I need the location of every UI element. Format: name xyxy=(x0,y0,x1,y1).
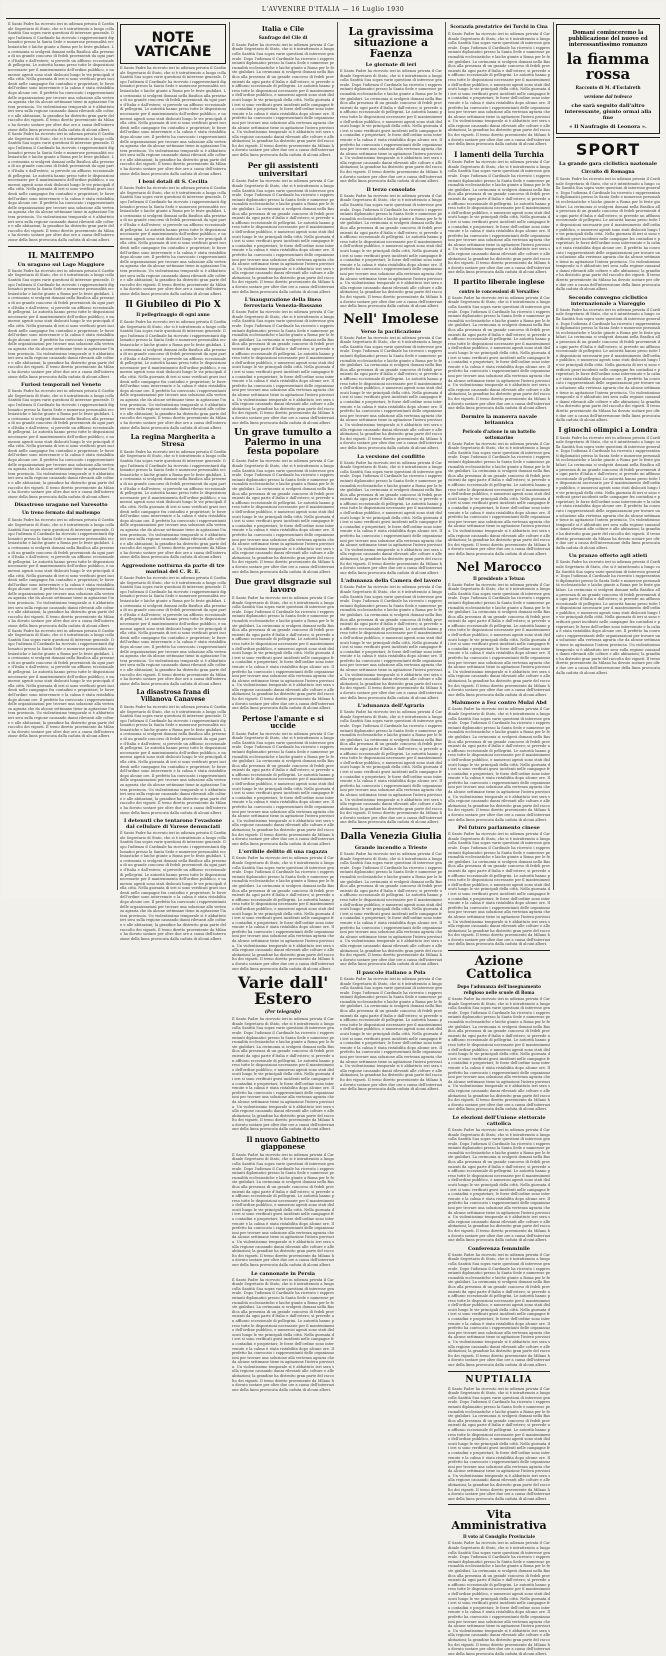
article-body: Il Santo Padre ha ricevuto ieri in udienza privata il Cardinale Segretario di Stato, che si è intrattenuto a lungo colla Santità Sua sopra varie questioni di interesse generale. Dopo l'udienza il Cardinale ha ricevuto i rappresentanti diplomatici presso la Santa Sede e numerose personalità ecclesiastiche e laiche giunte a Roma per le feste giubilari. La cerimonia si svolgerà domani nella Basilica alla presenza di un grande concorso di fedeli provenienti da ogni parte d'Italia e dall'estero; si prevede un afflusso eccezionale di pellegrini. Le autorità hanno preso tutte le disposizioni necessarie per il mantenimento dell'ordine pubblico, e numerosi agenti sono stati dislocati lungo le vie principali della città. Nella giornata di ieri si sono verificati gravi incidenti nelle campagne fra contadini e proprietari; le forze dell'ordine sono intervenute e la calma è stata ristabilita dopo alcune ore. Il prefetto ha convocato i rappresentanti delle organizzazioni per trovare una soluzione alla vertenza agraria che da alcune settimane tiene in agitazione l'intera provincia. Un violentissimo temporale si è abbattuto ieri sera sulla regione causando danni rilevanti alle colture e alle abitazioni; la grandine ha distrutto gran parte del raccolto dei vigneti. Il treno diretto proveniente da Milano ha dovuto sostare per oltre due ore a causa dell'interruzione della linea provocata dalla caduta di alcuni alberi. xyxy=(8,268,114,379)
novel-announcement-box xyxy=(556,24,660,134)
article-body: Il Santo Padre ha ricevuto ieri in udienza privata il Cardinale Segretario di Stato, che si è intrattenuto a lungo colla Santità Sua sopra varie questioni di interesse generale. Dopo l'udienza il Cardinale ha ricevuto i rappresentanti diplomatici presso la Santa Sede e numerose personalità ecclesiastiche e laiche giunte a Roma per le feste giubilari. La cerimonia si svolgerà domani nella Basilica alla presenza di un grande concorso di fedeli provenienti da ogni parte d'Italia e dall'estero; si prevede un afflusso eccezionale di pellegrini. Le autorità hanno preso tutte le disposizioni necessarie per il mantenimento dell'ordine pubblico, e numerosi agenti sono stati dislocati lungo le vie principali della città. Nella giornata di ieri si sono verificati gravi incidenti nelle campagne fra contadini e proprietari; le forze dell'ordine sono intervenute e la calma è stata ristabilita dopo alcune ore. Il prefetto ha convocato i rappresentanti delle organizzazioni per trovare una soluzione alla vertenza agraria che da alcune settimane tiene in agitazione l'intera provincia. Un violentissimo temporale si è abbattuto ieri sera sulla regione causando danni rilevanti alle colture e alle abitazioni; la grandine ha distrutto gran parte del raccolto dei vigneti. Il treno diretto proveniente da Milano ha dovuto sostare per oltre due ore a causa dell'interruzione della linea provocata dalla caduta di alcuni alberi. xyxy=(556,435,660,550)
article-body: Il Santo Padre ha ricevuto ieri in udienza privata il Cardinale Segretario di Stato, che si è intrattenuto a lungo colla Santità Sua sopra varie questioni di interesse generale. Dopo l'udienza il Cardinale ha ricevuto i rappresentanti diplomatici presso la Santa Sede e numerose personalità ecclesiastiche e laiche giunte a Roma per le feste giubilari. La cerimonia si svolgerà domani nella Basilica alla presenza di un grande concorso di fedeli provenienti da ogni parte d'Italia e dall'estero; si prevede un afflusso eccezionale di pellegrini. Le autorità hanno preso tutte le disposizioni necessarie per il mantenimento dell'ordine pubblico, e numerosi agenti sono stati dislocati lungo le vie principali della città. Nella giornata di ieri si sono verificati gravi incidenti nelle campagne fra contadini e proprietari; le forze dell'ordine sono intervenute e la calma è stata ristabilita dopo alcune ore. Il prefetto ha convocato i rappresentanti delle organizzazioni per trovare una soluzione alla vertenza agraria che da alcune settimane tiene in agitazione l'intera provincia. Un violentissimo temporale si è abbattuto ieri sera sulla regione causando danni rilevanti alle colture e alle abitazioni; la grandine ha distrutto gran parte del raccolto dei vigneti. Il treno diretto proveniente da Milano ha dovuto sostare per oltre due ore a causa dell'interruzione della linea provocata dalla caduta di alcuni alberi. xyxy=(232,1277,334,1392)
section-divider xyxy=(448,1371,550,1372)
article-headline: Per gli assistenti universitari xyxy=(247,160,319,178)
article-headline: Nel Marocco xyxy=(456,559,542,574)
article-subheadline: Il presidente a Tetuan xyxy=(473,575,525,581)
article-body: Il Santo Padre ha ricevuto ieri in udienza privata il Cardinale Segretario di Stato, che si è intrattenuto a lungo colla Santità Sua sopra varie questioni di interesse generale. Dopo l'udienza il Cardinale ha ricevuto i rappresentanti diplomatici presso la Santa Sede e numerose personalità ecclesiastiche e laiche giunte a Roma per le feste giubilari. La cerimonia si svolgerà domani nella Basilica alla presenza di un grande concorso di fedeli provenienti da ogni parte d'Italia e dall'estero; si prevede un afflusso eccezionale di pellegrini. Le autorità hanno preso tutte le disposizioni necessarie per il mantenimento dell'ordine pubblico, e numerosi agenti sono stati dislocati lungo le vie principali della città. Nella giornata di ieri si sono verificati gravi incidenti nelle campagne fra contadini e proprietari; le forze dell'ordine sono intervenute e la calma è stata ristabilita dopo alcune ore. Il prefetto ha convocato i rappresentanti delle organizzazioni per trovare una soluzione alla vertenza agraria che da alcune settimane tiene in agitazione l'intera provincia. Un violentissimo temporale si è abbattuto ieri sera sulla regione causando danni rilevanti alle colture e alle abitazioni; la grandine ha distrutto gran parte del raccolto dei vigneti. Il treno diretto proveniente da Milano ha dovuto sostare per oltre due ore a causa dell'interruzione della linea provocata dalla caduta di alcuni alberi. xyxy=(448,1541,550,1656)
article-headline: I lamenti della Turchia xyxy=(454,149,544,159)
section-title: SPORT xyxy=(575,140,641,159)
article-headline: La regina Margherita a Stresa xyxy=(130,433,216,448)
article-subheadline: (Per telegrafo) xyxy=(264,1010,302,1016)
article-body: Il Santo Padre ha ricevuto ieri in udienza privata il Cardinale Segretario di Stato, che si è intrattenuto a lungo colla Santità Sua sopra varie questioni di interesse generale. Dopo l'udienza il Cardinale ha ricevuto i rappresentanti diplomatici presso la Santa Sede e numerose personalità ecclesiastiche e laiche giunte a Roma per le feste giubilari. La cerimonia si svolgerà domani nella Basilica alla presenza di un grande concorso di fedeli provenienti da ogni parte d'Italia e dall'estero; si prevede un afflusso eccezionale di pellegrini. Le autorità hanno preso tutte le disposizioni necessarie per il mantenimento dell'ordine pubblico, e numerosi agenti sono stati dislocati lungo le vie principali della città. Nella giornata di ieri si sono verificati gravi incidenti nelle campagne fra contadini e proprietari; le forze dell'ordine sono intervenute e la calma è stata ristabilita dopo alcune ore. Il prefetto ha convocato i rappresentanti delle organizzazioni per trovare una soluzione alla vertenza agraria che da alcune settimane tiene in agitazione l'intera provincia. Un violentissimo temporale si è abbattuto ieri sera sulla regione causando danni rilevanti alle colture e alle abitazioni; la grandine ha distrutto gran parte del raccolto dei vigneti. Il treno diretto proveniente da Milano ha dovuto sostare per oltre due ore a causa dell'interruzione della linea provocata dalla caduta di alcuni alberi. xyxy=(556,177,660,292)
article-subheadline: Il terzo consolato xyxy=(366,186,416,193)
article-subheadline: contro le concessioni di Versailles xyxy=(459,288,539,294)
column-4 xyxy=(340,22,442,1092)
novel-version: versione dal tedesco xyxy=(584,94,632,99)
article-body: Il Santo Padre ha ricevuto ieri in udienza privata il Cardinale Segretario di Stato, che si è intrattenuto a lungo colla Santità Sua sopra varie questioni di interesse generale. Dopo l'udienza il Cardinale ha ricevuto i rappresentanti diplomatici presso la Santa Sede e numerose personalità ecclesiastiche e laiche giunte a Roma per le feste giubilari. La cerimonia si svolgerà domani nella Basilica alla presenza di un grande concorso di fedeli provenienti da ogni parte d'Italia e dall'estero; si prevede un afflusso eccezionale di pellegrini. Le autorità hanno preso tutte le disposizioni necessarie per il mantenimento dell'ordine pubblico, e numerosi agenti sono stati dislocati lungo le vie principali della città. Nella giornata di ieri si sono verificati gravi incidenti nelle campagne fra contadini e proprietari; le forze dell'ordine sono intervenute e la calma è stata ristabilita dopo alcune ore. Il prefetto ha convocato i rappresentanti delle organizzazioni per trovare una soluzione alla vertenza agraria che da alcune settimane tiene in agitazione l'intera provincia. Un violentissimo temporale si è abbattuto ieri sera sulla regione causando danni rilevanti alle colture e alle abitazioni; la grandine ha distrutto gran parte del raccolto dei vigneti. Il treno diretto proveniente da Milano ha dovuto sostare per oltre due ore a causa dell'interruzione della linea provocata dalla caduta di alcuni alberi. xyxy=(232,1017,334,1132)
article-body: Il Santo Padre ha ricevuto ieri in udienza privata il Cardinale Segretario di Stato, che si è intrattenuto a lungo colla Santità Sua sopra varie questioni di interesse generale. Dopo l'udienza il Cardinale ha ricevuto i rappresentanti diplomatici presso la Santa Sede e numerose personalità ecclesiastiche e laiche giunte a Roma per le feste giubilari. La cerimonia si svolgerà domani nella Basilica alla presenza di un grande concorso di fedeli provenienti da ogni parte d'Italia e dall'estero; si prevede un afflusso eccezionale di pellegrini. Le autorità hanno preso tutte le disposizioni necessarie per il mantenimento dell'ordine pubblico, e numerosi agenti sono stati dislocati lungo le vie principali della città. Nella giornata di ieri si sono verificati gravi incidenti nelle campagne fra contadini e proprietari; le forze dell'ordine sono intervenute e la calma è stata ristabilita dopo alcune ore. Il prefetto ha convocato i rappresentanti delle organizzazioni per trovare una soluzione alla vertenza agraria che da alcune settimane tiene in agitazione l'intera provincia. Un violentissimo temporale si è abbattuto ieri sera sulla regione causando danni rilevanti alle colture e alle abitazioni; la grandine ha distrutto gran parte del raccolto dei vigneti. Il treno diretto proveniente da Milano ha dovuto sostare per oltre due ore a causa dell'interruzione della linea provocata dalla caduta di alcuni alberi. xyxy=(8,518,114,629)
header-rule xyxy=(6,18,660,19)
article-headline: Nell' Imolese xyxy=(343,311,439,327)
article-headline: Il Giubileo di Pio X xyxy=(125,299,221,310)
article-headline: Malumore a Fez contro Mulai Abd xyxy=(451,700,547,707)
article-headline: Il partito liberale inglese xyxy=(453,278,545,287)
article-subheadline: Il voto al Consiglio Provinciale xyxy=(463,1534,535,1540)
article-body: Il Santo Padre ha ricevuto ieri in udienza privata il Cardinale Segretario di Stato, che si è intrattenuto a lungo colla Santità Sua sopra varie questioni di interesse generale. Dopo l'udienza il Cardinale ha ricevuto i rappresentanti diplomatici presso la Santa Sede e numerose personalità ecclesiastiche e laiche giunte a Roma per le feste giubilari. La cerimonia si svolgerà domani nella Basilica alla presenza di un grande concorso di fedeli provenienti da ogni parte d'Italia e dall'estero; si prevede un afflusso eccezionale di pellegrini. Le autorità hanno preso tutte le disposizioni necessarie per il mantenimento dell'ordine pubblico, e numerosi agenti sono stati dislocati lungo le vie principali della città. Nella giornata di ieri si sono verificati gravi incidenti nelle campagne fra contadini e proprietari; le forze dell'ordine sono intervenute e la calma è stata ristabilita dopo alcune ore. Il prefetto ha convocato i rappresentanti delle organizzazioni per trovare una soluzione alla vertenza agraria che da alcune settimane tiene in agitazione l'intera provincia. Un violentissimo temporale si è abbattuto ieri sera sulla regione causando danni rilevanti alle colture e alle abitazioni; la grandine ha distrutto gran parte del raccolto dei vigneti. Il treno diretto proveniente da Milano ha dovuto sostare per oltre due ore a causa dell'interruzione della linea provocata dalla caduta di alcuni alberi. xyxy=(340,976,442,1092)
article-body: Il Santo Padre ha ricevuto ieri in udienza privata il Cardinale Segretario di Stato, che si è intrattenuto a lungo colla Santità Sua sopra varie questioni di interesse generale. Dopo l'udienza il Cardinale ha ricevuto i rappresentanti diplomatici presso la Santa Sede e numerose personalità ecclesiastiche e laiche giunte a Roma per le feste giubilari. La cerimonia si svolgerà domani nella Basilica alla presenza di un grande concorso di fedeli provenienti da ogni parte d'Italia e dall'estero; si prevede un afflusso eccezionale di pellegrini. Le autorità hanno preso tutte le disposizioni necessarie per il mantenimento dell'ordine pubblico, e numerosi agenti sono stati dislocati lungo le vie principali della città. Nella giornata di ieri si sono verificati gravi incidenti nelle campagne fra contadini e proprietari; le forze dell'ordine sono intervenute e la calma è stata ristabilita dopo alcune ore. Il prefetto ha convocato i rappresentanti delle organizzazioni per trovare una soluzione alla vertenza agraria che da alcune settimane tiene in agitazione l'intera provincia. Un violentissimo temporale si è abbattuto ieri sera sulla regione causando danni rilevanti alle colture e alle abitazioni; la grandine ha distrutto gran parte del raccolto dei vigneti. Il treno diretto proveniente da Milano ha dovuto sostare per oltre due ore a causa dell'interruzione della linea provocata dalla caduta di alcuni alberi. xyxy=(232,1152,334,1267)
column-1 xyxy=(8,22,114,892)
article-body: Il Santo Padre ha ricevuto ieri in udienza privata il Cardinale Segretario di Stato, che si è intrattenuto a lungo colla Santità Sua sopra varie questioni di interesse generale. Dopo l'udienza il Cardinale ha ricevuto i rappresentanti diplomatici presso la Santa Sede e numerose personalità ecclesiastiche e laiche giunte a Roma per le feste giubilari. La cerimonia si svolgerà domani nella Basilica alla presenza di un grande concorso di fedeli provenienti da ogni parte d'Italia e dall'estero; si prevede un afflusso eccezionale di pellegrini. Le autorità hanno preso tutte le disposizioni necessarie per il mantenimento dell'ordine pubblico, e numerosi agenti sono stati dislocati lungo le vie principali della città. Nella giornata di ieri si sono verificati gravi incidenti nelle campagne fra contadini e proprietari; le forze dell'ordine sono intervenute e la calma è stata ristabilita dopo alcune ore. Il prefetto ha convocato i rappresentanti delle organizzazioni per trovare una soluzione alla vertenza agraria che da alcune settimane tiene in agitazione l'intera provincia. Un violentissimo temporale si è abbattuto ieri sera sulla regione causando danni rilevanti alle colture e alle abitazioni; la grandine ha distrutto gran parte del raccolto dei vigneti. Il treno diretto proveniente da Milano ha dovuto sostare per oltre due ore a causa dell'interruzione della linea provocata dalla caduta di alcuni alberi. xyxy=(448,707,550,822)
announcement-text: Domani cominceremo la pubblicazione del nuovo ed interessantissimo romanzo xyxy=(568,30,648,48)
article-headline: Disastroso uragano nel Varesotto xyxy=(14,502,108,509)
headline-box xyxy=(120,24,226,64)
article-headline: Pel futuro parlamento cinese xyxy=(458,825,540,832)
article-body: Il Santo Padre ha ricevuto ieri in udienza privata il Cardinale Segretario di Stato, che si è intrattenuto a lungo colla Santità Sua sopra varie questioni di interesse generale. Dopo l'udienza il Cardinale ha ricevuto i rappresentanti diplomatici presso la Santa Sede e numerose personalità ecclesiastiche e laiche giunte a Roma per le feste giubilari. La cerimonia si svolgerà domani nella Basilica alla presenza di un grande concorso di fedeli provenienti da ogni parte d'Italia e dall'estero; si prevede un afflusso eccezionale di pellegrini. Le autorità hanno preso tutte le disposizioni necessarie per il mantenimento dell'ordine pubblico, e numerosi agenti sono stati dislocati lungo le vie principali della città. Nella giornata di ieri si sono verificati gravi incidenti nelle campagne fra contadini e proprietari; le forze dell'ordine sono intervenute e la calma è stata ristabilita dopo alcune ore. Il prefetto ha convocato i rappresentanti delle organizzazioni per trovare una soluzione alla vertenza agraria che da alcune settimane tiene in agitazione l'intera provincia. Un violentissimo temporale si è abbattuto ieri sera sulla regione causando danni rilevanti alle colture e alle abitazioni; la grandine ha distrutto gran parte del raccolto dei vigneti. Il treno diretto proveniente da Milano ha dovuto sostare per oltre due ore a causa dell'interruzione della linea provocata dalla caduta di alcuni alberi. xyxy=(340,710,442,825)
column-rule xyxy=(117,22,118,890)
article-body: Il Santo Padre ha ricevuto ieri in udienza privata il Cardinale Segretario di Stato, che si è intrattenuto a lungo colla Santità Sua sopra varie questioni di interesse generale. Dopo l'udienza il Cardinale ha ricevuto i rappresentanti diplomatici presso la Santa Sede e numerose personalità ecclesiastiche e laiche giunte a Roma per le feste giubilari. La cerimonia si svolgerà domani nella Basilica alla presenza di un grande concorso di fedeli provenienti da ogni parte d'Italia e dall'estero; si prevede un afflusso eccezionale di pellegrini. Le autorità hanno preso tutte le disposizioni necessarie per il mantenimento dell'ordine pubblico, e numerosi agenti sono stati dislocati lungo le vie principali della città. Nella giornata di ieri si sono verificati gravi incidenti nelle campagne fra contadini e proprietari; le forze dell'ordine sono intervenute e la calma è stata ristabilita dopo alcune ore. Il prefetto ha convocato i rappresentanti delle organizzazioni per trovare una soluzione alla vertenza agraria che da alcune settimane tiene in agitazione l'intera provincia. Un violentissimo temporale si è abbattuto ieri sera sulla regione causando danni rilevanti alle colture e alle abitazioni; la grandine ha distrutto gran parte del raccolto dei vigneti. Il treno diretto proveniente da Milano ha dovuto sostare per oltre due ore a causa dell'interruzione della linea provocata dalla caduta di alcuni alberi. xyxy=(448,997,550,1112)
article-body: Il Santo Padre ha ricevuto ieri in udienza privata il Cardinale Segretario di Stato, che si è intrattenuto a lungo colla Santità Sua sopra varie questioni di interesse generale. Dopo l'udienza il Cardinale ha ricevuto i rappresentanti diplomatici presso la Santa Sede e numerose personalità ecclesiastiche e laiche giunte a Roma per le feste giubilari. La cerimonia si svolgerà domani nella Basilica alla presenza di un grande concorso di fedeli provenienti da ogni parte d'Italia e dall'estero; si prevede un afflusso eccezionale di pellegrini. Le autorità hanno preso tutte le disposizioni necessarie per il mantenimento dell'ordine pubblico, e numerosi agenti sono stati dislocati lungo le vie principali della città. Nella giornata di ieri si sono verificati gravi incidenti nelle campagne fra contadini e proprietari; le forze dell'ordine sono intervenute e la calma è stata ristabilita dopo alcune ore. Il prefetto ha convocato i rappresentanti delle organizzazioni per trovare una soluzione alla vertenza agraria che da alcune settimane tiene in agitazione l'intera provincia. Un violentissimo temporale si è abbattuto ieri sera sulla regione causando danni rilevanti alle colture e alle abitazioni; la grandine ha distrutto gran parte del raccolto dei vigneti. Il treno diretto proveniente da Milano ha dovuto sostare per oltre due ore a causa dell'interruzione della linea provocata dalla caduta di alcuni alberi. xyxy=(120,319,226,430)
article-body: Il Santo Padre ha ricevuto ieri in udienza privata il Cardinale Segretario di Stato, che si è intrattenuto a lungo colla Santità Sua sopra varie questioni di interesse generale. Dopo l'udienza il Cardinale ha ricevuto i rappresentanti diplomatici presso la Santa Sede e numerose personalità ecclesiastiche e laiche giunte a Roma per le feste giubilari. La cerimonia si svolgerà domani nella Basilica alla presenza di un grande concorso di fedeli provenienti da ogni parte d'Italia e dall'estero; si prevede un afflusso eccezionale di pellegrini. Le autorità hanno preso tutte le disposizioni necessarie per il mantenimento dell'ordine pubblico, e numerosi agenti sono stati dislocati lungo le vie principali della città. Nella giornata di ieri si sono verificati gravi incidenti nelle campagne fra contadini e proprietari; le forze dell'ordine sono intervenute e la calma è stata ristabilita dopo alcune ore. Il prefetto ha convocato i rappresentanti delle organizzazioni per trovare una soluzione alla vertenza agraria che da alcune settimane tiene in agitazione l'intera provincia. Un violentissimo temporale si è abbattuto ieri sera sulla regione causando danni rilevanti alle colture e alle abitazioni; la grandine ha distrutto gran parte del raccolto dei vigneti. Il treno diretto proveniente da Milano ha dovuto sostare per oltre due ore a causa dell'interruzione della linea provocata dalla caduta di alcuni alberi. xyxy=(448,1386,550,1501)
article-headline: I giuochi olimpici a Londra xyxy=(558,425,658,434)
article-headline: Pertose l'amante e si uccide xyxy=(242,713,324,731)
article-body: Il Santo Padre ha ricevuto ieri in udienza privata il Cardinale Segretario di Stato, che si è intrattenuto a lungo colla Santità Sua sopra varie questioni di interesse generale. Dopo l'udienza il Cardinale ha ricevuto i rappresentanti diplomatici presso la Santa Sede e numerose personalità ecclesiastiche e laiche giunte a Roma per le feste giubilari. La cerimonia si svolgerà domani nella Basilica alla presenza di un grande concorso di fedeli provenienti da ogni parte d'Italia e dall'estero; si prevede un afflusso eccezionale di pellegrini. Le autorità hanno preso tutte le disposizioni necessarie per il mantenimento dell'ordine pubblico, e numerosi agenti sono stati dislocati lungo le vie principali della città. Nella giornata di ieri si sono verificati gravi incidenti nelle campagne fra contadini e proprietari; le forze dell'ordine sono intervenute e la calma è stata ristabilita dopo alcune ore. Il prefetto ha convocato i rappresentanti delle organizzazioni per trovare una soluzione alla vertenza agraria che da alcune settimane tiene in agitazione l'intera provincia. Un violentissimo temporale si è abbattuto ieri sera sulla regione causando danni rilevanti alle colture e alle abitazioni; la grandine ha distrutto gran parte del raccolto dei vigneti. Il treno diretto proveniente da Milano ha dovuto sostare per oltre due ore a causa dell'interruzione della linea provocata dalla caduta di alcuni alberi. xyxy=(120,186,226,296)
article-body: Il Santo Padre ha ricevuto ieri in udienza privata il Cardinale Segretario di Stato, che si è intrattenuto a lungo colla Santità Sua sopra varie questioni di interesse generale. Dopo l'udienza il Cardinale ha ricevuto i rappresentanti diplomatici presso la Santa Sede e numerose personalità ecclesiastiche e laiche giunte a Roma per le feste giubilari. La cerimonia si svolgerà domani nella Basilica alla presenza di un grande concorso di fedeli provenienti da ogni parte d'Italia e dall'estero; si prevede un afflusso eccezionale di pellegrini. Le autorità hanno preso tutte le disposizioni necessarie per il mantenimento dell'ordine pubblico, e numerosi agenti sono stati dislocati lungo le vie principali della città. Nella giornata di ieri si sono verificati gravi incidenti nelle campagne fra contadini e proprietari; le forze dell'ordine sono intervenute e la calma è stata ristabilita dopo alcune ore. Il prefetto ha convocato i rappresentanti delle organizzazioni per trovare una soluzione alla vertenza agraria che da alcune settimane tiene in agitazione l'intera provincia. Un violentissimo temporale si è abbattuto ieri sera sulla regione causando danni rilevanti alle colture e alle abitazioni; la grandine ha distrutto gran parte del raccolto dei vigneti. Il treno diretto proveniente da Milano ha dovuto sostare per oltre due ore a causa dell'interruzione della linea provocata dalla caduta di alcuni alberi. xyxy=(556,307,660,423)
article-headline: La disastrosa frana di Villanova Canavese xyxy=(136,689,210,703)
article-body: Il Santo Padre ha ricevuto ieri in udienza privata il Cardinale Segretario di Stato, che si è intrattenuto a lungo colla Santità Sua sopra varie questioni di interesse generale. Dopo l'udienza il Cardinale ha ricevuto i rappresentanti diplomatici presso la Santa Sede e numerose personalità ecclesiastiche e laiche giunte a Roma per le feste giubilari. La cerimonia si svolgerà domani nella Basilica alla presenza di un grande concorso di fedeli provenienti da ogni parte d'Italia e dall'estero; si prevede un afflusso eccezionale di pellegrini. Le autorità hanno preso tutte le disposizioni necessarie per il mantenimento dell'ordine pubblico, e numerosi agenti sono stati dislocati lungo le vie principali della città. Nella giornata di ieri si sono verificati gravi incidenti nelle campagne fra contadini e proprietari; le forze dell'ordine sono intervenute e la calma è stata ristabilita dopo alcune ore. Il prefetto ha convocato i rappresentanti delle organizzazioni per trovare una soluzione alla vertenza agraria che da alcune settimane tiene in agitazione l'intera provincia. Un violentissimo temporale si è abbattuto ieri sera sulla regione causando danni rilevanti alle colture e alle abitazioni; la grandine ha distrutto gran parte del raccolto dei vigneti. Il treno diretto proveniente da Milano ha dovuto sostare per oltre due ore a causa dell'interruzione della linea provocata dalla caduta di alcuni alberi. xyxy=(340,852,442,967)
column-rule xyxy=(229,22,230,890)
article-body: Il Santo Padre ha ricevuto ieri in udienza privata il Cardinale Segretario di Stato, che si è intrattenuto a lungo colla Santità Sua sopra varie questioni di interesse generale. Dopo l'udienza il Cardinale ha ricevuto i rappresentanti diplomatici presso la Santa Sede e numerose personalità ecclesiastiche e laiche giunte a Roma per le feste giubilari. La cerimonia si svolgerà domani nella Basilica alla presenza di un grande concorso di fedeli provenienti da ogni parte d'Italia e dall'estero; si prevede un afflusso eccezionale di pellegrini. Le autorità hanno preso tutte le disposizioni necessarie per il mantenimento dell'ordine pubblico, e numerosi agenti sono stati dislocati lungo le vie principali della città. Nella giornata di ieri si sono verificati gravi incidenti nelle campagne fra contadini e proprietari; le forze dell'ordine sono intervenute e la calma è stata ristabilita dopo alcune ore. Il prefetto ha convocato i rappresentanti delle organizzazioni per trovare una soluzione alla vertenza agraria che da alcune settimane tiene in agitazione l'intera provincia. Un violentissimo temporale si è abbattuto ieri sera sulla regione causando danni rilevanti alle colture e alle abitazioni; la grandine ha distrutto gran parte del raccolto dei vigneti. Il treno diretto proveniente da Milano ha dovuto sostare per oltre due ore a causa dell'interruzione della linea provocata dalla caduta di alcuni alberi. xyxy=(120,66,226,176)
article-body: Il Santo Padre ha ricevuto ieri in udienza privata il Cardinale Segretario di Stato, che si è intrattenuto a lungo colla Santità Sua sopra varie questioni di interesse generale. Dopo l'udienza il Cardinale ha ricevuto i rappresentanti diplomatici presso la Santa Sede e numerose personalità ecclesiastiche e laiche giunte a Roma per le feste giubilari. La cerimonia si svolgerà domani nella Basilica alla presenza di un grande concorso di fedeli provenienti da ogni parte d'Italia e dall'estero; si prevede un afflusso eccezionale di pellegrini. Le autorità hanno preso tutte le disposizioni necessarie per il mantenimento dell'ordine pubblico, e numerosi agenti sono stati dislocati lungo le vie principali della città. Nella giornata di ieri si sono verificati gravi incidenti nelle campagne fra contadini e proprietari; le forze dell'ordine sono intervenute e la calma è stata ristabilita dopo alcune ore. Il prefetto ha convocato i rappresentanti delle organizzazioni per trovare una soluzione alla vertenza agraria che da alcune settimane tiene in agitazione l'intera provincia. Un violentissimo temporale si è abbattuto ieri sera sulla regione causando danni rilevanti alle colture e alle abitazioni; la grandine ha distrutto gran parte del raccolto dei vigneti. Il treno diretto proveniente da Milano ha dovuto sostare per oltre due ore a causa dell'interruzione della linea provocata dalla caduta di alcuni alberi. xyxy=(448,32,550,147)
section-divider xyxy=(448,950,550,951)
article-body: Il Santo Padre ha ricevuto ieri in udienza privata il Cardinale Segretario di Stato, che si è intrattenuto a lungo colla Santità Sua sopra varie questioni di interesse generale. Dopo l'udienza il Cardinale ha ricevuto i rappresentanti diplomatici presso la Santa Sede e numerose personalità ecclesiastiche e laiche giunte a Roma per le feste giubilari. La cerimonia si svolgerà domani nella Basilica alla presenza di un grande concorso di fedeli provenienti da ogni parte d'Italia e dall'estero; si prevede un afflusso eccezionale di pellegrini. Le autorità hanno preso tutte le disposizioni necessarie per il mantenimento dell'ordine pubblico, e numerosi agenti sono stati dislocati lungo le vie principali della città. Nella giornata di ieri si sono verificati gravi incidenti nelle campagne fra contadini e proprietari; le forze dell'ordine sono intervenute e la calma è stata ristabilita dopo alcune ore. Il prefetto ha convocato i rappresentanti delle organizzazioni per trovare una soluzione alla vertenza agraria che da alcune settimane tiene in agitazione l'intera provincia. Un violentissimo temporale si è abbattuto ieri sera sulla regione causando danni rilevanti alle colture e alle abitazioni; la grandine ha distrutto gran parte del raccolto dei vigneti. Il treno diretto proveniente da Milano ha dovuto sostare per oltre due ore a causa dell'interruzione della linea provocata dalla caduta di alcuni alberi. xyxy=(448,1127,550,1243)
article-subheadline: Il pellegrinaggio di ogni anno xyxy=(136,312,210,318)
article-subheadline: Pericolo d'azione in un battello sottomarino xyxy=(462,428,536,440)
section-divider xyxy=(556,137,660,138)
article-body: Il Santo Padre ha ricevuto ieri in udienza privata il Cardinale Segretario di Stato, che si è intrattenuto a lungo colla Santità Sua sopra varie questioni di interesse generale. Dopo l'udienza il Cardinale ha ricevuto i rappresentanti diplomatici presso la Santa Sede e numerose personalità ecclesiastiche e laiche giunte a Roma per le feste giubilari. La cerimonia si svolgerà domani nella Basilica alla presenza di un grande concorso di fedeli provenienti da ogni parte d'Italia e dall'estero; si prevede un afflusso eccezionale di pellegrini. Le autorità hanno preso tutte le disposizioni necessarie per il mantenimento dell'ordine pubblico, e numerosi agenti sono stati dislocati lungo le vie principali della città. Nella giornata di ieri si sono verificati gravi incidenti nelle campagne fra contadini e proprietari; le forze dell'ordine sono intervenute e la calma è stata ristabilita dopo alcune ore. Il prefetto ha convocato i rappresentanti delle organizzazioni per trovare una soluzione alla vertenza agraria che da alcune settimane tiene in agitazione l'intera provincia. Un violentissimo temporale si è abbattuto ieri sera sulla regione causando danni rilevanti alle colture e alle abitazioni; la grandine ha distrutto gran parte del raccolto dei vigneti. Il treno diretto proveniente da Milano ha dovuto sostare per oltre due ore a causa dell'interruzione della linea provocata dalla caduta di alcuni alberi. xyxy=(232,596,334,711)
article-body: Il Santo Padre ha ricevuto ieri in udienza privata il Cardinale Segretario di Stato, che si è intrattenuto a lungo colla Santità Sua sopra varie questioni di interesse generale. Dopo l'udienza il Cardinale ha ricevuto i rappresentanti diplomatici presso la Santa Sede e numerose personalità ecclesiastiche e laiche giunte a Roma per le feste giubilari. La cerimonia si svolgerà domani nella Basilica alla presenza di un grande concorso di fedeli provenienti da ogni parte d'Italia e dall'estero; si prevede un afflusso eccezionale di pellegrini. Le autorità hanno preso tutte le disposizioni necessarie per il mantenimento dell'ordine pubblico, e numerosi agenti sono stati dislocati lungo le vie principali della città. Nella giornata di ieri si sono verificati gravi incidenti nelle campagne fra contadini e proprietari; le forze dell'ordine sono intervenute e la calma è stata ristabilita dopo alcune ore. Il prefetto ha convocato i rappresentanti delle organizzazioni per trovare una soluzione alla vertenza agraria che da alcune settimane tiene in agitazione l'intera provincia. Un violentissimo temporale si è abbattuto ieri sera sulla regione causando danni rilevanti alle colture e alle abitazioni; la grandine ha distrutto gran parte del raccolto dei vigneti. Il treno diretto proveniente da Milano ha dovuto sostare per oltre due ore a causa dell'interruzione della linea provocata dalla caduta di alcuni alberi. xyxy=(340,460,442,575)
column-rule xyxy=(553,22,554,890)
article-subheadline: L'adunanza dell'Agraria xyxy=(357,703,425,710)
article-body: Il Santo Padre ha ricevuto ieri in udienza privata il Cardinale Segretario di Stato, che si è intrattenuto a lungo colla Santità Sua sopra varie questioni di interesse generale. Dopo l'udienza il Cardinale ha ricevuto i rappresentanti diplomatici presso la Santa Sede e numerose personalità ecclesiastiche e laiche giunte a Roma per le feste giubilari. La cerimonia si svolgerà domani nella Basilica alla presenza di un grande concorso di fedeli provenienti da ogni parte d'Italia e dall'estero; si prevede un afflusso eccezionale di pellegrini. Le autorità hanno preso tutte le disposizioni necessarie per il mantenimento dell'ordine pubblico, e numerosi agenti sono stati dislocati lungo le vie principali della città. Nella giornata di ieri si sono verificati gravi incidenti nelle campagne fra contadini e proprietari; le forze dell'ordine sono intervenute e la calma è stata ristabilita dopo alcune ore. Il prefetto ha convocato i rappresentanti delle organizzazioni per trovare una soluzione alla vertenza agraria che da alcune settimane tiene in agitazione l'intera provincia. Un violentissimo temporale si è abbattuto ieri sera sulla regione causando danni rilevanti alle colture e alle abitazioni; la grandine ha distrutto gran parte del raccolto dei vigneti. Il treno diretto proveniente da Milano ha dovuto sostare per oltre due ore a causa dell'interruzione della linea provocata dalla caduta di alcuni alberi. xyxy=(120,704,226,815)
article-body: Il Santo Padre ha ricevuto ieri in udienza privata il Cardinale Segretario di Stato, che si è intrattenuto a lungo colla Santità Sua sopra varie questioni di interesse generale. Dopo l'udienza il Cardinale ha ricevuto i rappresentanti diplomatici presso la Santa Sede e numerose personalità ecclesiastiche e laiche giunte a Roma per le feste giubilari. La cerimonia si svolgerà domani nella Basilica alla presenza di un grande concorso di fedeli provenienti da ogni parte d'Italia e dall'estero; si prevede un afflusso eccezionale di pellegrini. Le autorità hanno preso tutte le disposizioni necessarie per il mantenimento dell'ordine pubblico, e numerosi agenti sono stati dislocati lungo le vie principali della città. Nella giornata di ieri si sono verificati gravi incidenti nelle campagne fra contadini e proprietari; le forze dell'ordine sono intervenute e la calma è stata ristabilita dopo alcune ore. Il prefetto ha convocato i rappresentanti delle organizzazioni per trovare una soluzione alla vertenza agraria che da alcune settimane tiene in agitazione l'intera provincia. Un violentissimo temporale si è abbattuto ieri sera sulla regione causando danni rilevanti alle colture e alle abitazioni; la grandine ha distrutto gran parte del raccolto dei vigneti. Il treno diretto proveniente da Milano ha dovuto sostare per oltre due ore a causa dell'interruzione della linea provocata dalla caduta di alcuni alberi. xyxy=(8,22,114,132)
article-headline: L'inaugurazione della linea ferroviaria Venezia-Bassano xyxy=(243,297,323,310)
article-subheadline: Il pascolo italiano a Pola xyxy=(356,969,426,976)
article-subheadline: Le giornate di ieri xyxy=(365,62,417,68)
article-body: Il Santo Padre ha ricevuto ieri in udienza privata il Cardinale Segretario di Stato, che si è intrattenuto a lungo colla Santità Sua sopra varie questioni di interesse generale. Dopo l'udienza il Cardinale ha ricevuto i rappresentanti diplomatici presso la Santa Sede e numerose personalità ecclesiastiche e laiche giunte a Roma per le feste giubilari. La cerimonia si svolgerà domani nella Basilica alla presenza di un grande concorso di fedeli provenienti da ogni parte d'Italia e dall'estero; si prevede un afflusso eccezionale di pellegrini. Le autorità hanno preso tutte le disposizioni necessarie per il mantenimento dell'ordine pubblico, e numerosi agenti sono stati dislocati lungo le vie principali della città. Nella giornata di ieri si sono verificati gravi incidenti nelle campagne fra contadini e proprietari; le forze dell'ordine sono intervenute e la calma è stata ristabilita dopo alcune ore. Il prefetto ha convocato i rappresentanti delle organizzazioni per trovare una soluzione alla vertenza agraria che da alcune settimane tiene in agitazione l'intera provincia. Un violentissimo temporale si è abbattuto ieri sera sulla regione causando danni rilevanti alle colture e alle abitazioni; la grandine ha distrutto gran parte del raccolto dei vigneti. Il treno diretto proveniente da Milano ha dovuto sostare per oltre due ore a causa dell'interruzione della linea provocata dalla caduta di alcuni alberi. xyxy=(232,310,334,425)
article-body: Il Santo Padre ha ricevuto ieri in udienza privata il Cardinale Segretario di Stato, che si è intrattenuto a lungo colla Santità Sua sopra varie questioni di interesse generale. Dopo l'udienza il Cardinale ha ricevuto i rappresentanti diplomatici presso la Santa Sede e numerose personalità ecclesiastiche e laiche giunte a Roma per le feste giubilari. La cerimonia si svolgerà domani nella Basilica alla presenza di un grande concorso di fedeli provenienti da ogni parte d'Italia e dall'estero; si prevede un afflusso eccezionale di pellegrini. Le autorità hanno preso tutte le disposizioni necessarie per il mantenimento dell'ordine pubblico, e numerosi agenti sono stati dislocati lungo le vie principali della città. Nella giornata di ieri si sono verificati gravi incidenti nelle campagne fra contadini e proprietari; le forze dell'ordine sono intervenute e la calma è stata ristabilita dopo alcune ore. Il prefetto ha convocato i rappresentanti delle organizzazioni per trovare una soluzione alla vertenza agraria che da alcune settimane tiene in agitazione l'intera provincia. Un violentissimo temporale si è abbattuto ieri sera sulla regione causando danni rilevanti alle colture e alle abitazioni; la grandine ha distrutto gran parte del raccolto dei vigneti. Il treno diretto proveniente da Milano ha dovuto sostare per oltre due ore a causa dell'interruzione della linea provocata dalla caduta di alcuni alberi. xyxy=(8,132,114,242)
article-headline: Le elezioni dell'Unione elettorale cattolica xyxy=(452,1114,546,1127)
article-headline: I beni dotali di S. Cecilia xyxy=(138,179,208,186)
article-headline: L'orribile delitto di una ragazza xyxy=(238,849,328,856)
column-3 xyxy=(232,22,334,1392)
article-body: Il Santo Padre ha ricevuto ieri in udienza privata il Cardinale Segretario di Stato, che si è intrattenuto a lungo colla Santità Sua sopra varie questioni di interesse generale. Dopo l'udienza il Cardinale ha ricevuto i rappresentanti diplomatici presso la Santa Sede e numerose personalità ecclesiastiche e laiche giunte a Roma per le feste giubilari. La cerimonia si svolgerà domani nella Basilica alla presenza di un grande concorso di fedeli provenienti da ogni parte d'Italia e dall'estero; si prevede un afflusso eccezionale di pellegrini. Le autorità hanno preso tutte le disposizioni necessarie per il mantenimento dell'ordine pubblico, e numerosi agenti sono stati dislocati lungo le vie principali della città. Nella giornata di ieri si sono verificati gravi incidenti nelle campagne fra contadini e proprietari; le forze dell'ordine sono intervenute e la calma è stata ristabilita dopo alcune ore. Il prefetto ha convocato i rappresentanti delle organizzazioni per trovare una soluzione alla vertenza agraria che da alcune settimane tiene in agitazione l'intera provincia. Un violentissimo temporale si è abbattuto ieri sera sulla regione causando danni rilevanti alle colture e alle abitazioni; la grandine ha distrutto gran parte del raccolto dei vigneti. Il treno diretto proveniente da Milano ha dovuto sostare per oltre due ore a causa dell'interruzione della linea provocata dalla caduta di alcuni alberi. xyxy=(232,856,334,971)
article-headline: Dormire la manovra navale britannica xyxy=(460,413,538,426)
article-body: Il Santo Padre ha ricevuto ieri in udienza privata il Cardinale Segretario di Stato, che si è intrattenuto a lungo colla Santità Sua sopra varie questioni di interesse generale. Dopo l'udienza il Cardinale ha ricevuto i rappresentanti diplomatici presso la Santa Sede e numerose personalità ecclesiastiche e laiche giunte a Roma per le feste giubilari. La cerimonia si svolgerà domani nella Basilica alla presenza di un grande concorso di fedeli provenienti da ogni parte d'Italia e dall'estero; si prevede un afflusso eccezionale di pellegrini. Le autorità hanno preso tutte le disposizioni necessarie per il mantenimento dell'ordine pubblico, e numerosi agenti sono stati dislocati lungo le vie principali della città. Nella giornata di ieri si sono verificati gravi incidenti nelle campagne fra contadini e proprietari; le forze dell'ordine sono intervenute e la calma è stata ristabilita dopo alcune ore. Il prefetto ha convocato i rappresentanti delle organizzazioni per trovare una soluzione alla vertenza agraria che da alcune settimane tiene in agitazione l'intera provincia. Un violentissimo temporale si è abbattuto ieri sera sulla regione causando danni rilevanti alle colture e alle abitazioni; la grandine ha distrutto gran parte del raccolto dei vigneti. Il treno diretto proveniente da Milano ha dovuto sostare per oltre due ore a causa dell'interruzione della linea provocata dalla caduta di alcuni alberi. xyxy=(448,582,550,697)
article-body: Il Santo Padre ha ricevuto ieri in udienza privata il Cardinale Segretario di Stato, che si è intrattenuto a lungo colla Santità Sua sopra varie questioni di interesse generale. Dopo l'udienza il Cardinale ha ricevuto i rappresentanti diplomatici presso la Santa Sede e numerose personalità ecclesiastiche e laiche giunte a Roma per le feste giubilari. La cerimonia si svolgerà domani nella Basilica alla presenza di un grande concorso di fedeli provenienti da ogni parte d'Italia e dall'estero; si prevede un afflusso eccezionale di pellegrini. Le autorità hanno preso tutte le disposizioni necessarie per il mantenimento dell'ordine pubblico, e numerosi agenti sono stati dislocati lungo le vie principali della città. Nella giornata di ieri si sono verificati gravi incidenti nelle campagne fra contadini e proprietari; le forze dell'ordine sono intervenute e la calma è stata ristabilita dopo alcune ore. Il prefetto ha convocato i rappresentanti delle organizzazioni per trovare una soluzione alla vertenza agraria che da alcune settimane tiene in agitazione l'intera provincia. Un violentissimo temporale si è abbattuto ieri sera sulla regione causando danni rilevanti alle colture e alle abitazioni; la grandine ha distrutto gran parte del raccolto dei vigneti. Il treno diretto proveniente da Milano ha dovuto sostare per oltre due ore a causa dell'interruzione della linea provocata dalla caduta di alcuni alberi. xyxy=(120,576,226,686)
column-2 xyxy=(120,22,226,941)
article-headline: Le cannonate in Persia xyxy=(250,1270,316,1277)
section-title: NUPTIALIA xyxy=(465,1374,533,1385)
section-title: Varie dall' Estero xyxy=(237,973,329,1009)
article-headline: Un pranzo offerto agli atleti xyxy=(568,553,648,560)
newspaper-page xyxy=(2,2,664,1656)
article-body: Il Santo Padre ha ricevuto ieri in udienza privata il Cardinale Segretario di Stato, che si è intrattenuto a lungo colla Santità Sua sopra varie questioni di interesse generale. Dopo l'udienza il Cardinale ha ricevuto i rappresentanti diplomatici presso la Santa Sede e numerose personalità ecclesiastiche e laiche giunte a Roma per le feste giubilari. La cerimonia si svolgerà domani nella Basilica alla presenza di un grande concorso di fedeli provenienti da ogni parte d'Italia e dall'estero; si prevede un afflusso eccezionale di pellegrini. Le autorità hanno preso tutte le disposizioni necessarie per il mantenimento dell'ordine pubblico, e numerosi agenti sono stati dislocati lungo le vie principali della città. Nella giornata di ieri si sono verificati gravi incidenti nelle campagne fra contadini e proprietari; le forze dell'ordine sono intervenute e la calma è stata ristabilita dopo alcune ore. Il prefetto ha convocato i rappresentanti delle organizzazioni per trovare una soluzione alla vertenza agraria che da alcune settimane tiene in agitazione l'intera provincia. Un violentissimo temporale si è abbattuto ieri sera sulla regione causando danni rilevanti alle colture e alle abitazioni; la grandine ha distrutto gran parte del raccolto dei vigneti. Il treno diretto proveniente da Milano ha dovuto sostare per oltre due ore a causa dell'interruzione della linea provocata dalla caduta di alcuni alberi. xyxy=(340,585,442,700)
article-headline: I detenuti che tentarono l'evasione dal cellulare di Varese denunciati xyxy=(123,818,223,831)
column-6 xyxy=(556,22,660,892)
article-headline: Aggressione notturna da parte di tre marinai del C. R. E. xyxy=(121,563,225,576)
article-body: Il Santo Padre ha ricevuto ieri in udienza privata il Cardinale Segretario di Stato, che si è intrattenuto a lungo colla Santità Sua sopra varie questioni di interesse generale. Dopo l'udienza il Cardinale ha ricevuto i rappresentanti diplomatici presso la Santa Sede e numerose personalità ecclesiastiche e laiche giunte a Roma per le feste giubilari. La cerimonia si svolgerà domani nella Basilica alla presenza di un grande concorso di fedeli provenienti da ogni parte d'Italia e dall'estero; si prevede un afflusso eccezionale di pellegrini. Le autorità hanno preso tutte le disposizioni necessarie per il mantenimento dell'ordine pubblico, e numerosi agenti sono stati dislocati lungo le vie principali della città. Nella giornata di ieri si sono verificati gravi incidenti nelle campagne fra contadini e proprietari; le forze dell'ordine sono intervenute e la calma è stata ristabilita dopo alcune ore. Il prefetto ha convocato i rappresentanti delle organizzazioni per trovare una soluzione alla vertenza agraria che da alcune settimane tiene in agitazione l'intera provincia. Un violentissimo temporale si è abbattuto ieri sera sulla regione causando danni rilevanti alle colture e alle abitazioni; la grandine ha distrutto gran parte del raccolto dei vigneti. Il treno diretto proveniente da Milano ha dovuto sostare per oltre due ore a causa dell'interruzione della linea provocata dalla caduta di alcuni alberi. xyxy=(120,449,226,560)
article-body: Il Santo Padre ha ricevuto ieri in udienza privata il Cardinale Segretario di Stato, che si è intrattenuto a lungo colla Santità Sua sopra varie questioni di interesse generale. Dopo l'udienza il Cardinale ha ricevuto i rappresentanti diplomatici presso la Santa Sede e numerose personalità ecclesiastiche e laiche giunte a Roma per le feste giubilari. La cerimonia si svolgerà domani nella Basilica alla presenza di un grande concorso di fedeli provenienti da ogni parte d'Italia e dall'estero; si prevede un afflusso eccezionale di pellegrini. Le autorità hanno preso tutte le disposizioni necessarie per il mantenimento dell'ordine pubblico, e numerosi agenti sono stati dislocati lungo le vie principali della città. Nella giornata di ieri si sono verificati gravi incidenti nelle campagne fra contadini e proprietari; le forze dell'ordine sono intervenute e la calma è stata ristabilita dopo alcune ore. Il prefetto ha convocato i rappresentanti delle organizzazioni per trovare una soluzione alla vertenza agraria che da alcune settimane tiene in agitazione l'intera provincia. Un violentissimo temporale si è abbattuto ieri sera sulla regione causando danni rilevanti alle colture e alle abitazioni; la grandine ha distrutto gran parte del raccolto dei vigneti. Il treno diretto proveniente da Milano ha dovuto sostare per oltre due ore a causa dell'interruzione della linea provocata dalla caduta di alcuni alberi. xyxy=(448,441,550,556)
novel-title: la fiamma rossa xyxy=(566,50,650,83)
article-headline: Conferenza femminile xyxy=(468,1245,530,1252)
article-body: Il Santo Padre ha ricevuto ieri in udienza privata il Cardinale Segretario di Stato, che si è intrattenuto a lungo colla Santità Sua sopra varie questioni di interesse generale. Dopo l'udienza il Cardinale ha ricevuto i rappresentanti diplomatici presso la Santa Sede e numerose personalità ecclesiastiche e laiche giunte a Roma per le feste giubilari. La cerimonia si svolgerà domani nella Basilica alla presenza di un grande concorso di fedeli provenienti da ogni parte d'Italia e dall'estero; si prevede un afflusso eccezionale di pellegrini. Le autorità hanno preso tutte le disposizioni necessarie per il mantenimento dell'ordine pubblico, e numerosi agenti sono stati dislocati lungo le vie principali della città. Nella giornata di ieri si sono verificati gravi incidenti nelle campagne fra contadini e proprietari; le forze dell'ordine sono intervenute e la calma è stata ristabilita dopo alcune ore. Il prefetto ha convocato i rappresentanti delle organizzazioni per trovare una soluzione alla vertenza agraria che da alcune settimane tiene in agitazione l'intera provincia. Un violentissimo temporale si è abbattuto ieri sera sulla regione causando danni rilevanti alle colture e alle abitazioni; la grandine ha distrutto gran parte del raccolto dei vigneti. Il treno diretto proveniente da Milano ha dovuto sostare per oltre due ore a causa dell'interruzione della linea provocata dalla caduta di alcuni alberi. xyxy=(232,42,334,158)
article-body: Il Santo Padre ha ricevuto ieri in udienza privata il Cardinale Segretario di Stato, che si è intrattenuto a lungo colla Santità Sua sopra varie questioni di interesse generale. Dopo l'udienza il Cardinale ha ricevuto i rappresentanti diplomatici presso la Santa Sede e numerose personalità ecclesiastiche e laiche giunte a Roma per le feste giubilari. La cerimonia si svolgerà domani nella Basilica alla presenza di un grande concorso di fedeli provenienti da ogni parte d'Italia e dall'estero; si prevede un afflusso eccezionale di pellegrini. Le autorità hanno preso tutte le disposizioni necessarie per il mantenimento dell'ordine pubblico, e numerosi agenti sono stati dislocati lungo le vie principali della città. Nella giornata di ieri si sono verificati gravi incidenti nelle campagne fra contadini e proprietari; le forze dell'ordine sono intervenute e la calma è stata ristabilita dopo alcune ore. Il prefetto ha convocato i rappresentanti delle organizzazioni per trovare una soluzione alla vertenza agraria che da alcune settimane tiene in agitazione l'intera provincia. Un violentissimo temporale si è abbattuto ieri sera sulla regione causando danni rilevanti alle colture e alle abitazioni; la grandine ha distrutto gran parte del raccolto dei vigneti. Il treno diretto proveniente da Milano ha dovuto sostare per oltre due ore a causa dell'interruzione della linea provocata dalla caduta di alcuni alberi. xyxy=(232,459,334,574)
article-subheadline: Circuito di Romagna xyxy=(581,170,635,175)
article-headline: Secondo convegno ciclistico internazionale a Viareggio xyxy=(568,294,648,307)
section-title: NOTE VATICANE xyxy=(134,30,212,60)
article-subheadline: Sanfrago del Cile di xyxy=(258,35,308,41)
section-divider xyxy=(352,828,430,829)
article-subheadline: La versione del conflitto xyxy=(357,453,425,460)
article-body: Il Santo Padre ha ricevuto ieri in udienza privata il Cardinale Segretario di Stato, che si è intrattenuto a lungo colla Santità Sua sopra varie questioni di interesse generale. Dopo l'udienza il Cardinale ha ricevuto i rappresentanti diplomatici presso la Santa Sede e numerose personalità ecclesiastiche e laiche giunte a Roma per le feste giubilari. La cerimonia si svolgerà domani nella Basilica alla presenza di un grande concorso di fedeli provenienti da ogni parte d'Italia e dall'estero; si prevede un afflusso eccezionale di pellegrini. Le autorità hanno preso tutte le disposizioni necessarie per il mantenimento dell'ordine pubblico, e numerosi agenti sono stati dislocati lungo le vie principali della città. Nella giornata di ieri si sono verificati gravi incidenti nelle campagne fra contadini e proprietari; le forze dell'ordine sono intervenute e la calma è stata ristabilita dopo alcune ore. Il prefetto ha convocato i rappresentanti delle organizzazioni per trovare una soluzione alla vertenza agraria che da alcune settimane tiene in agitazione l'intera provincia. Un violentissimo temporale si è abbattuto ieri sera sulla regione causando danni rilevanti alle colture e alle abitazioni; la grandine ha distrutto gran parte del raccolto dei vigneti. Il treno diretto proveniente da Milano ha dovuto sostare per oltre due ore a causa dell'interruzione della linea provocata dalla caduta di alcuni alberi. xyxy=(556,560,660,675)
article-headline: Dalla Venezia Giulia xyxy=(340,832,442,843)
column-rule xyxy=(445,22,446,890)
article-body: Il Santo Padre ha ricevuto ieri in udienza privata il Cardinale Segretario di Stato, che si è intrattenuto a lungo colla Santità Sua sopra varie questioni di interesse generale. Dopo l'udienza il Cardinale ha ricevuto i rappresentanti diplomatici presso la Santa Sede e numerose personalità ecclesiastiche e laiche giunte a Roma per le feste giubilari. La cerimonia si svolgerà domani nella Basilica alla presenza di un grande concorso di fedeli provenienti da ogni parte d'Italia e dall'estero; si prevede un afflusso eccezionale di pellegrini. Le autorità hanno preso tutte le disposizioni necessarie per il mantenimento dell'ordine pubblico, e numerosi agenti sono stati dislocati lungo le vie principali della città. Nella giornata di ieri si sono verificati gravi incidenti nelle campagne fra contadini e proprietari; le forze dell'ordine sono intervenute e la calma è stata ristabilita dopo alcune ore. Il prefetto ha convocato i rappresentanti delle organizzazioni per trovare una soluzione alla vertenza agraria che da alcune settimane tiene in agitazione l'intera provincia. Un violentissimo temporale si è abbattuto ieri sera sulla regione causando danni rilevanti alle colture e alle abitazioni; la grandine ha distrutto gran parte del raccolto dei vigneti. Il treno diretto proveniente da Milano ha dovuto sostare per oltre due ore a causa dell'interruzione della linea provocata dalla caduta di alcuni alberi. xyxy=(8,389,114,499)
column-5 xyxy=(448,22,550,1656)
article-body: Il Santo Padre ha ricevuto ieri in udienza privata il Cardinale Segretario di Stato, che si è intrattenuto a lungo colla Santità Sua sopra varie questioni di interesse generale. Dopo l'udienza il Cardinale ha ricevuto i rappresentanti diplomatici presso la Santa Sede e numerose personalità ecclesiastiche e laiche giunte a Roma per le feste giubilari. La cerimonia si svolgerà domani nella Basilica alla presenza di un grande concorso di fedeli provenienti da ogni parte d'Italia e dall'estero; si prevede un afflusso eccezionale di pellegrini. Le autorità hanno preso tutte le disposizioni necessarie per il mantenimento dell'ordine pubblico, e numerosi agenti sono stati dislocati lungo le vie principali della città. Nella giornata di ieri si sono verificati gravi incidenti nelle campagne fra contadini e proprietari; le forze dell'ordine sono intervenute e la calma è stata ristabilita dopo alcune ore. Il prefetto ha convocato i rappresentanti delle organizzazioni per trovare una soluzione alla vertenza agraria che da alcune settimane tiene in agitazione l'intera provincia. Un violentissimo temporale si è abbattuto ieri sera sulla regione causando danni rilevanti alle colture e alle abitazioni; la grandine ha distrutto gran parte del raccolto dei vigneti. Il treno diretto proveniente da Milano ha dovuto sostare per oltre due ore a causa dell'interruzione della linea provocata dalla caduta di alcuni alberi. xyxy=(448,160,550,275)
article-body: Il Santo Padre ha ricevuto ieri in udienza privata il Cardinale Segretario di Stato, che si è intrattenuto a lungo colla Santità Sua sopra varie questioni di interesse generale. Dopo l'udienza il Cardinale ha ricevuto i rappresentanti diplomatici presso la Santa Sede e numerose personalità ecclesiastiche e laiche giunte a Roma per le feste giubilari. La cerimonia si svolgerà domani nella Basilica alla presenza di un grande concorso di fedeli provenienti da ogni parte d'Italia e dall'estero; si prevede un afflusso eccezionale di pellegrini. Le autorità hanno preso tutte le disposizioni necessarie per il mantenimento dell'ordine pubblico, e numerosi agenti sono stati dislocati lungo le vie principali della città. Nella giornata di ieri si sono verificati gravi incidenti nelle campagne fra contadini e proprietari; le forze dell'ordine sono intervenute e la calma è stata ristabilita dopo alcune ore. Il prefetto ha convocato i rappresentanti delle organizzazioni per trovare una soluzione alla vertenza agraria che da alcune settimane tiene in agitazione l'intera provincia. Un violentissimo temporale si è abbattuto ieri sera sulla regione causando danni rilevanti alle colture e alle abitazioni; la grandine ha distrutto gran parte del raccolto dei vigneti. Il treno diretto proveniente da Milano ha dovuto sostare per oltre due ore a causa dell'interruzione della linea provocata dalla caduta di alcuni alberi. xyxy=(448,1252,550,1367)
previous-novel: « Il Naufragio di Leonora ». xyxy=(569,124,647,130)
article-headline: La gravissima situazione a Faenza xyxy=(348,25,434,60)
article-subheadline: Un treno fermato dal maltempo xyxy=(21,511,101,517)
article-headline: Un uragano sul Lago Maggiore xyxy=(17,261,105,268)
novel-author: Racconto di M. d'Esclaireth xyxy=(575,85,641,90)
article-headline: Due gravi disgrazie sul lavoro xyxy=(234,577,332,595)
article-body: Il Santo Padre ha ricevuto ieri in udienza privata il Cardinale Segretario di Stato, che si è intrattenuto a lungo colla Santità Sua sopra varie questioni di interesse generale. Dopo l'udienza il Cardinale ha ricevuto i rappresentanti diplomatici presso la Santa Sede e numerose personalità ecclesiastiche e laiche giunte a Roma per le feste giubilari. La cerimonia si svolgerà domani nella Basilica alla presenza di un grande concorso di fedeli provenienti da ogni parte d'Italia e dall'estero; si prevede un afflusso eccezionale di pellegrini. Le autorità hanno preso tutte le disposizioni necessarie per il mantenimento dell'ordine pubblico, e numerosi agenti sono stati dislocati lungo le vie principali della città. Nella giornata di ieri si sono verificati gravi incidenti nelle campagne fra contadini e proprietari; le forze dell'ordine sono intervenute e la calma è stata ristabilita dopo alcune ore. Il prefetto ha convocato i rappresentanti delle organizzazioni per trovare una soluzione alla vertenza agraria che da alcune settimane tiene in agitazione l'intera provincia. Un violentissimo temporale si è abbattuto ieri sera sulla regione causando danni rilevanti alle colture e alle abitazioni; la grandine ha distrutto gran parte del raccolto dei vigneti. Il treno diretto proveniente da Milano ha dovuto sostare per oltre due ore a causa dell'interruzione della linea provocata dalla caduta di alcuni alberi. xyxy=(340,193,442,309)
article-body: Il Santo Padre ha ricevuto ieri in udienza privata il Cardinale Segretario di Stato, che si è intrattenuto a lungo colla Santità Sua sopra varie questioni di interesse generale. Dopo l'udienza il Cardinale ha ricevuto i rappresentanti diplomatici presso la Santa Sede e numerose personalità ecclesiastiche e laiche giunte a Roma per le feste giubilari. La cerimonia si svolgerà domani nella Basilica alla presenza di un grande concorso di fedeli provenienti da ogni parte d'Italia e dall'estero; si prevede un afflusso eccezionale di pellegrini. Le autorità hanno preso tutte le disposizioni necessarie per il mantenimento dell'ordine pubblico, e numerosi agenti sono stati dislocati lungo le vie principali della città. Nella giornata di ieri si sono verificati gravi incidenti nelle campagne fra contadini e proprietari; le forze dell'ordine sono intervenute e la calma è stata ristabilita dopo alcune ore. Il prefetto ha convocato i rappresentanti delle organizzazioni per trovare una soluzione alla vertenza agraria che da alcune settimane tiene in agitazione l'intera provincia. Un violentissimo temporale si è abbattuto ieri sera sulla regione causando danni rilevanti alle colture e alle abitazioni; la grandine ha distrutto gran parte del raccolto dei vigneti. Il treno diretto proveniente da Milano ha dovuto sostare per oltre due ore a causa dell'interruzione della linea provocata dalla caduta di alcuni alberi. xyxy=(340,69,442,184)
article-headline: Furiosi temporali nel Veneto xyxy=(21,382,101,389)
announcement-text: che sarà seguito dall'altro interessante, giunto ormai alla fine xyxy=(564,103,652,121)
column-rule xyxy=(337,22,338,890)
article-headline: La grande gara ciclistica nazionale xyxy=(558,161,657,167)
article-body: Il Santo Padre ha ricevuto ieri in udienza privata il Cardinale Segretario di Stato, che si è intrattenuto a lungo colla Santità Sua sopra varie questioni di interesse generale. Dopo l'udienza il Cardinale ha ricevuto i rappresentanti diplomatici presso la Santa Sede e numerose personalità ecclesiastiche e laiche giunte a Roma per le feste giubilari. La cerimonia si svolgerà domani nella Basilica alla presenza di un grande concorso di fedeli provenienti da ogni parte d'Italia e dall'estero; si prevede un afflusso eccezionale di pellegrini. Le autorità hanno preso tutte le disposizioni necessarie per il mantenimento dell'ordine pubblico, e numerosi agenti sono stati dislocati lungo le vie principali della città. Nella giornata di ieri si sono verificati gravi incidenti nelle campagne fra contadini e proprietari; le forze dell'ordine sono intervenute e la calma è stata ristabilita dopo alcune ore. Il prefetto ha convocato i rappresentanti delle organizzazioni per trovare una soluzione alla vertenza agraria che da alcune settimane tiene in agitazione l'intera provincia. Un violentissimo temporale si è abbattuto ieri sera sulla regione causando danni rilevanti alle colture e alle abitazioni; la grandine ha distrutto gran parte del raccolto dei vigneti. Il treno diretto proveniente da Milano ha dovuto sostare per oltre due ore a causa dell'interruzione della linea provocata dalla caduta di alcuni alberi. xyxy=(8,628,114,739)
article-body: Il Santo Padre ha ricevuto ieri in udienza privata il Cardinale Segretario di Stato, che si è intrattenuto a lungo colla Santità Sua sopra varie questioni di interesse generale. Dopo l'udienza il Cardinale ha ricevuto i rappresentanti diplomatici presso la Santa Sede e numerose personalità ecclesiastiche e laiche giunte a Roma per le feste giubilari. La cerimonia si svolgerà domani nella Basilica alla presenza di un grande concorso di fedeli provenienti da ogni parte d'Italia e dall'estero; si prevede un afflusso eccezionale di pellegrini. Le autorità hanno preso tutte le disposizioni necessarie per il mantenimento dell'ordine pubblico, e numerosi agenti sono stati dislocati lungo le vie principali della città. Nella giornata di ieri si sono verificati gravi incidenti nelle campagne fra contadini e proprietari; le forze dell'ordine sono intervenute e la calma è stata ristabilita dopo alcune ore. Il prefetto ha convocato i rappresentanti delle organizzazioni per trovare una soluzione alla vertenza agraria che da alcune settimane tiene in agitazione l'intera provincia. Un violentissimo temporale si è abbattuto ieri sera sulla regione causando danni rilevanti alle colture e alle abitazioni; la grandine ha distrutto gran parte del raccolto dei vigneti. Il treno diretto proveniente da Milano ha dovuto sostare per oltre due ore a causa dell'interruzione della linea provocata dalla caduta di alcuni alberi. xyxy=(232,179,334,294)
running-title: L'AVVENIRE D'ITALIA — 16 Luglio 1930 xyxy=(261,6,405,13)
section-title: Azione Cattolica xyxy=(466,954,532,983)
article-headline: Un grave tumulto a Palermo in una festa popolare xyxy=(234,428,332,457)
section-divider xyxy=(448,1504,550,1505)
article-subheadline: Dopo l'adunanza dell'insegnamento religioso nelle scuole di Roma xyxy=(457,984,541,996)
article-subheadline: Verso la pacificazione xyxy=(360,328,422,335)
section-title: Vita Amministrativa xyxy=(451,1508,547,1533)
article-headline: Italia e Cile xyxy=(261,25,305,33)
article-body: Il Santo Padre ha ricevuto ieri in udienza privata il Cardinale Segretario di Stato, che si è intrattenuto a lungo colla Santità Sua sopra varie questioni di interesse generale. Dopo l'udienza il Cardinale ha ricevuto i rappresentanti diplomatici presso la Santa Sede e numerose personalità ecclesiastiche e laiche giunte a Roma per le feste giubilari. La cerimonia si svolgerà domani nella Basilica alla presenza di un grande concorso di fedeli provenienti da ogni parte d'Italia e dall'estero; si prevede un afflusso eccezionale di pellegrini. Le autorità hanno preso tutte le disposizioni necessarie per il mantenimento dell'ordine pubblico, e numerosi agenti sono stati dislocati lungo le vie principali della città. Nella giornata di ieri si sono verificati gravi incidenti nelle campagne fra contadini e proprietari; le forze dell'ordine sono intervenute e la calma è stata ristabilita dopo alcune ore. Il prefetto ha convocato i rappresentanti delle organizzazioni per trovare una soluzione alla vertenza agraria che da alcune settimane tiene in agitazione l'intera provincia. Un violentissimo temporale si è abbattuto ieri sera sulla regione causando danni rilevanti alle colture e alle abitazioni; la grandine ha distrutto gran parte del raccolto dei vigneti. Il treno diretto proveniente da Milano ha dovuto sostare per oltre due ore a causa dell'interruzione della linea provocata dalla caduta di alcuni alberi. xyxy=(232,731,334,846)
running-header xyxy=(2,6,664,16)
article-body: Il Santo Padre ha ricevuto ieri in udienza privata il Cardinale Segretario di Stato, che si è intrattenuto a lungo colla Santità Sua sopra varie questioni di interesse generale. Dopo l'udienza il Cardinale ha ricevuto i rappresentanti diplomatici presso la Santa Sede e numerose personalità ecclesiastiche e laiche giunte a Roma per le feste giubilari. La cerimonia si svolgerà domani nella Basilica alla presenza di un grande concorso di fedeli provenienti da ogni parte d'Italia e dall'estero; si prevede un afflusso eccezionale di pellegrini. Le autorità hanno preso tutte le disposizioni necessarie per il mantenimento dell'ordine pubblico, e numerosi agenti sono stati dislocati lungo le vie principali della città. Nella giornata di ieri si sono verificati gravi incidenti nelle campagne fra contadini e proprietari; le forze dell'ordine sono intervenute e la calma è stata ristabilita dopo alcune ore. Il prefetto ha convocato i rappresentanti delle organizzazioni per trovare una soluzione alla vertenza agraria che da alcune settimane tiene in agitazione l'intera provincia. Un violentissimo temporale si è abbattuto ieri sera sulla regione causando danni rilevanti alle colture e alle abitazioni; la grandine ha distrutto gran parte del raccolto dei vigneti. Il treno diretto proveniente da Milano ha dovuto sostare per oltre due ore a causa dell'interruzione della linea provocata dalla caduta di alcuni alberi. xyxy=(448,295,550,411)
article-subheadline: L'adunanza della Camera del lavoro xyxy=(340,578,442,585)
article-body: Il Santo Padre ha ricevuto ieri in udienza privata il Cardinale Segretario di Stato, che si è intrattenuto a lungo colla Santità Sua sopra varie questioni di interesse generale. Dopo l'udienza il Cardinale ha ricevuto i rappresentanti diplomatici presso la Santa Sede e numerose personalità ecclesiastiche e laiche giunte a Roma per le feste giubilari. La cerimonia si svolgerà domani nella Basilica alla presenza di un grande concorso di fedeli provenienti da ogni parte d'Italia e dall'estero; si prevede un afflusso eccezionale di pellegrini. Le autorità hanno preso tutte le disposizioni necessarie per il mantenimento dell'ordine pubblico, e numerosi agenti sono stati dislocati lungo le vie principali della città. Nella giornata di ieri si sono verificati gravi incidenti nelle campagne fra contadini e proprietari; le forze dell'ordine sono intervenute e la calma è stata ristabilita dopo alcune ore. Il prefetto ha convocato i rappresentanti delle organizzazioni per trovare una soluzione alla vertenza agraria che da alcune settimane tiene in agitazione l'intera provincia. Un violentissimo temporale si è abbattuto ieri sera sulla regione causando danni rilevanti alle colture e alle abitazioni; la grandine ha distrutto gran parte del raccolto dei vigneti. Il treno diretto proveniente da Milano ha dovuto sostare per oltre due ore a causa dell'interruzione della linea provocata dalla caduta di alcuni alberi. xyxy=(340,335,442,450)
article-body: Il Santo Padre ha ricevuto ieri in udienza privata il Cardinale Segretario di Stato, che si è intrattenuto a lungo colla Santità Sua sopra varie questioni di interesse generale. Dopo l'udienza il Cardinale ha ricevuto i rappresentanti diplomatici presso la Santa Sede e numerose personalità ecclesiastiche e laiche giunte a Roma per le feste giubilari. La cerimonia si svolgerà domani nella Basilica alla presenza di un grande concorso di fedeli provenienti da ogni parte d'Italia e dall'estero; si prevede un afflusso eccezionale di pellegrini. Le autorità hanno preso tutte le disposizioni necessarie per il mantenimento dell'ordine pubblico, e numerosi agenti sono stati dislocati lungo le vie principali della città. Nella giornata di ieri si sono verificati gravi incidenti nelle campagne fra contadini e proprietari; le forze dell'ordine sono intervenute e la calma è stata ristabilita dopo alcune ore. Il prefetto ha convocato i rappresentanti delle organizzazioni per trovare una soluzione alla vertenza agraria che da alcune settimane tiene in agitazione l'intera provincia. Un violentissimo temporale si è abbattuto ieri sera sulla regione causando danni rilevanti alle colture e alle abitazioni; la grandine ha distrutto gran parte del raccolto dei vigneti. Il treno diretto proveniente da Milano ha dovuto sostare per oltre due ore a causa dell'interruzione della linea provocata dalla caduta di alcuni alberi. xyxy=(448,832,550,947)
article-subheadline: Grande incendio a Trieste xyxy=(354,845,428,852)
section-divider xyxy=(8,246,114,247)
article-headline: Scorazzia prestatrice dei Turchi in Cina xyxy=(450,25,548,30)
section-heading: IL MALTEMPO xyxy=(27,249,95,260)
article-headline: Il nuovo Gabinetto giapponese xyxy=(246,1135,320,1152)
article-body: Il Santo Padre ha ricevuto ieri in udienza privata il Cardinale Segretario di Stato, che si è intrattenuto a lungo colla Santità Sua sopra varie questioni di interesse generale. Dopo l'udienza il Cardinale ha ricevuto i rappresentanti diplomatici presso la Santa Sede e numerose personalità ecclesiastiche e laiche giunte a Roma per le feste giubilari. La cerimonia si svolgerà domani nella Basilica alla presenza di un grande concorso di fedeli provenienti da ogni parte d'Italia e dall'estero; si prevede un afflusso eccezionale di pellegrini. Le autorità hanno preso tutte le disposizioni necessarie per il mantenimento dell'ordine pubblico, e numerosi agenti sono stati dislocati lungo le vie principali della città. Nella giornata di ieri si sono verificati gravi incidenti nelle campagne fra contadini e proprietari; le forze dell'ordine sono intervenute e la calma è stata ristabilita dopo alcune ore. Il prefetto ha convocato i rappresentanti delle organizzazioni per trovare una soluzione alla vertenza agraria che da alcune settimane tiene in agitazione l'intera provincia. Un violentissimo temporale si è abbattuto ieri sera sulla regione causando danni rilevanti alle colture e alle abitazioni; la grandine ha distrutto gran parte del raccolto dei vigneti. Il treno diretto proveniente da Milano ha dovuto sostare per oltre due ore a causa dell'interruzione della linea provocata dalla caduta di alcuni alberi. xyxy=(120,831,226,941)
